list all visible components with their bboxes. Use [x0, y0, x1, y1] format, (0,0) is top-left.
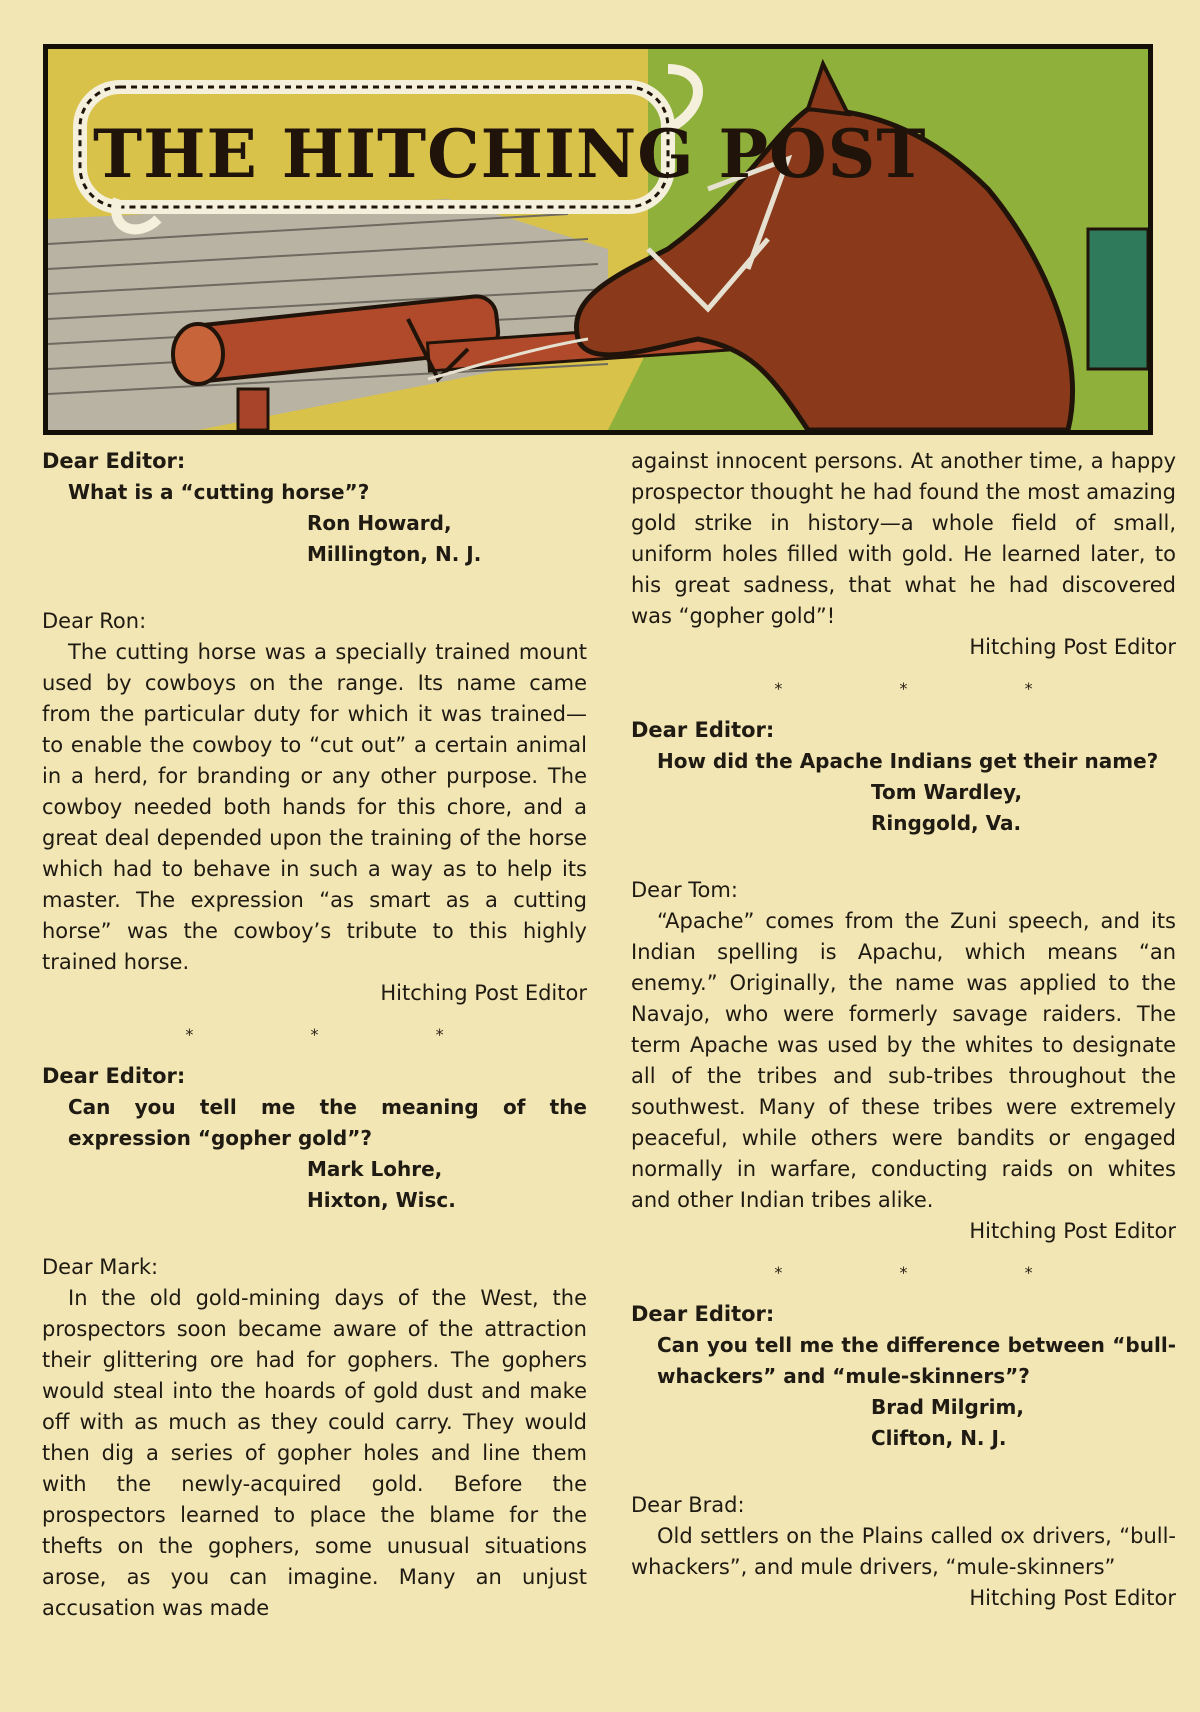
letter-greeting: Dear Editor: — [42, 1064, 186, 1088]
letter-author-place: Clifton, N. J. — [871, 1426, 1007, 1450]
letter-author-name: Ron Howard, — [307, 511, 452, 535]
letter-greeting: Dear Editor: — [631, 718, 775, 742]
reply-text: “Apache” comes from the Zuni speech, and its Indian spelling is Apachu, which means “an enemy.” Originally, the name was applied to the Navajo, who were formerly savage raiders. The term Apache was used by the whites to designate all of the tribes and sub-tribes throughout the southwest. Many of these tribes were extremely peaceful, while others were bandits or engaged normally in warfare, conducting raids on whites and other Indian tribes alike. — [631, 909, 1176, 1212]
letter-author-name: Mark Lohre, — [307, 1157, 443, 1181]
letter-author-name: Tom Wardley, — [871, 780, 1023, 804]
letter-apache — [631, 715, 1176, 1247]
section-separator: * * * — [185, 1025, 500, 1044]
letter-bull-whackers — [631, 1299, 1176, 1614]
header-banner — [43, 44, 1153, 435]
reply-text-part1: In the old gold-mining days of the West, the prospectors soon became aware of the attraction their glittering ore had for gophers. The gophers would steal into the hoards of gold dust and make off with as much as they could carry. They would then dig a series of gopher holes and line them with the newly-acquired gold. Before the prospectors learned to place the blame for the thefts on the gophers, some unusual situations arose, as you can imagine. Many an unjust accusation was made — [42, 1286, 587, 1620]
letter-author-name: Brad Milgrim, — [871, 1395, 1024, 1419]
letter-author-place: Hixton, Wisc. — [307, 1188, 456, 1212]
letter-question: How did the Apache Indians get their name? — [657, 749, 1159, 773]
letter-greeting: Dear Editor: — [631, 1302, 775, 1326]
reply-text-part2: against innocent persons. At another time, a happy prospector thought he had found the most amazing gold strike in history—a whole field of small, uniform holes filled with gold. He learned later, to his great sadness, that what he had discovered was “gopher gold”! — [631, 449, 1176, 628]
letter-greeting: Dear Editor: — [42, 449, 186, 473]
banner-illustration — [48, 49, 1148, 430]
reply-signoff: Hitching Post Editor — [969, 1586, 1176, 1610]
letter-cutting-horse — [42, 446, 587, 1009]
letter-question: Can you tell me the difference between “bull-whackers” and “mule-skinners”? — [657, 1333, 1176, 1388]
section-separator: * * * — [774, 679, 1089, 698]
reply-salutation: Dear Mark: — [42, 1255, 159, 1279]
letter-question: What is a “cutting horse”? — [68, 480, 370, 504]
reply-salutation: Dear Ron: — [42, 609, 147, 633]
left-column — [42, 446, 587, 1624]
reply-signoff: Hitching Post Editor — [969, 635, 1176, 659]
banner-title: THE HITCHING POST — [93, 115, 927, 193]
letter-gopher-gold — [42, 1061, 587, 1624]
reply-salutation: Dear Tom: — [631, 878, 738, 902]
section-separator: * * * — [774, 1263, 1089, 1282]
reply-signoff: Hitching Post Editor — [969, 1219, 1176, 1243]
reply-text: Old settlers on the Plains called ox drivers, “bull-whackers”, and mule drivers, “mule-skinners” — [631, 1524, 1176, 1579]
letter-author-place: Millington, N. J. — [307, 542, 482, 566]
right-column — [631, 446, 1176, 1614]
letter-author-place: Ringgold, Va. — [871, 811, 1022, 835]
reply-text: The cutting horse was a specially trained mount used by cowboys on the range. Its name came from the particular duty for which it was trained—to enable the cowboy to “cut out” a certain animal in a herd, for branding or any other purpose. The cowboy needed both hands for this chore, and a great deal depended upon the training of the horse which had to behave in such a way as to help its master. The expression “as smart as a cutting horse” was the cowboy’s tribute to this highly trained horse. — [42, 640, 587, 974]
letter-question: Can you tell me the meaning of the expression “gopher gold”? — [68, 1095, 587, 1150]
reply-salutation: Dear Brad: — [631, 1493, 745, 1517]
reply-signoff: Hitching Post Editor — [380, 981, 587, 1005]
